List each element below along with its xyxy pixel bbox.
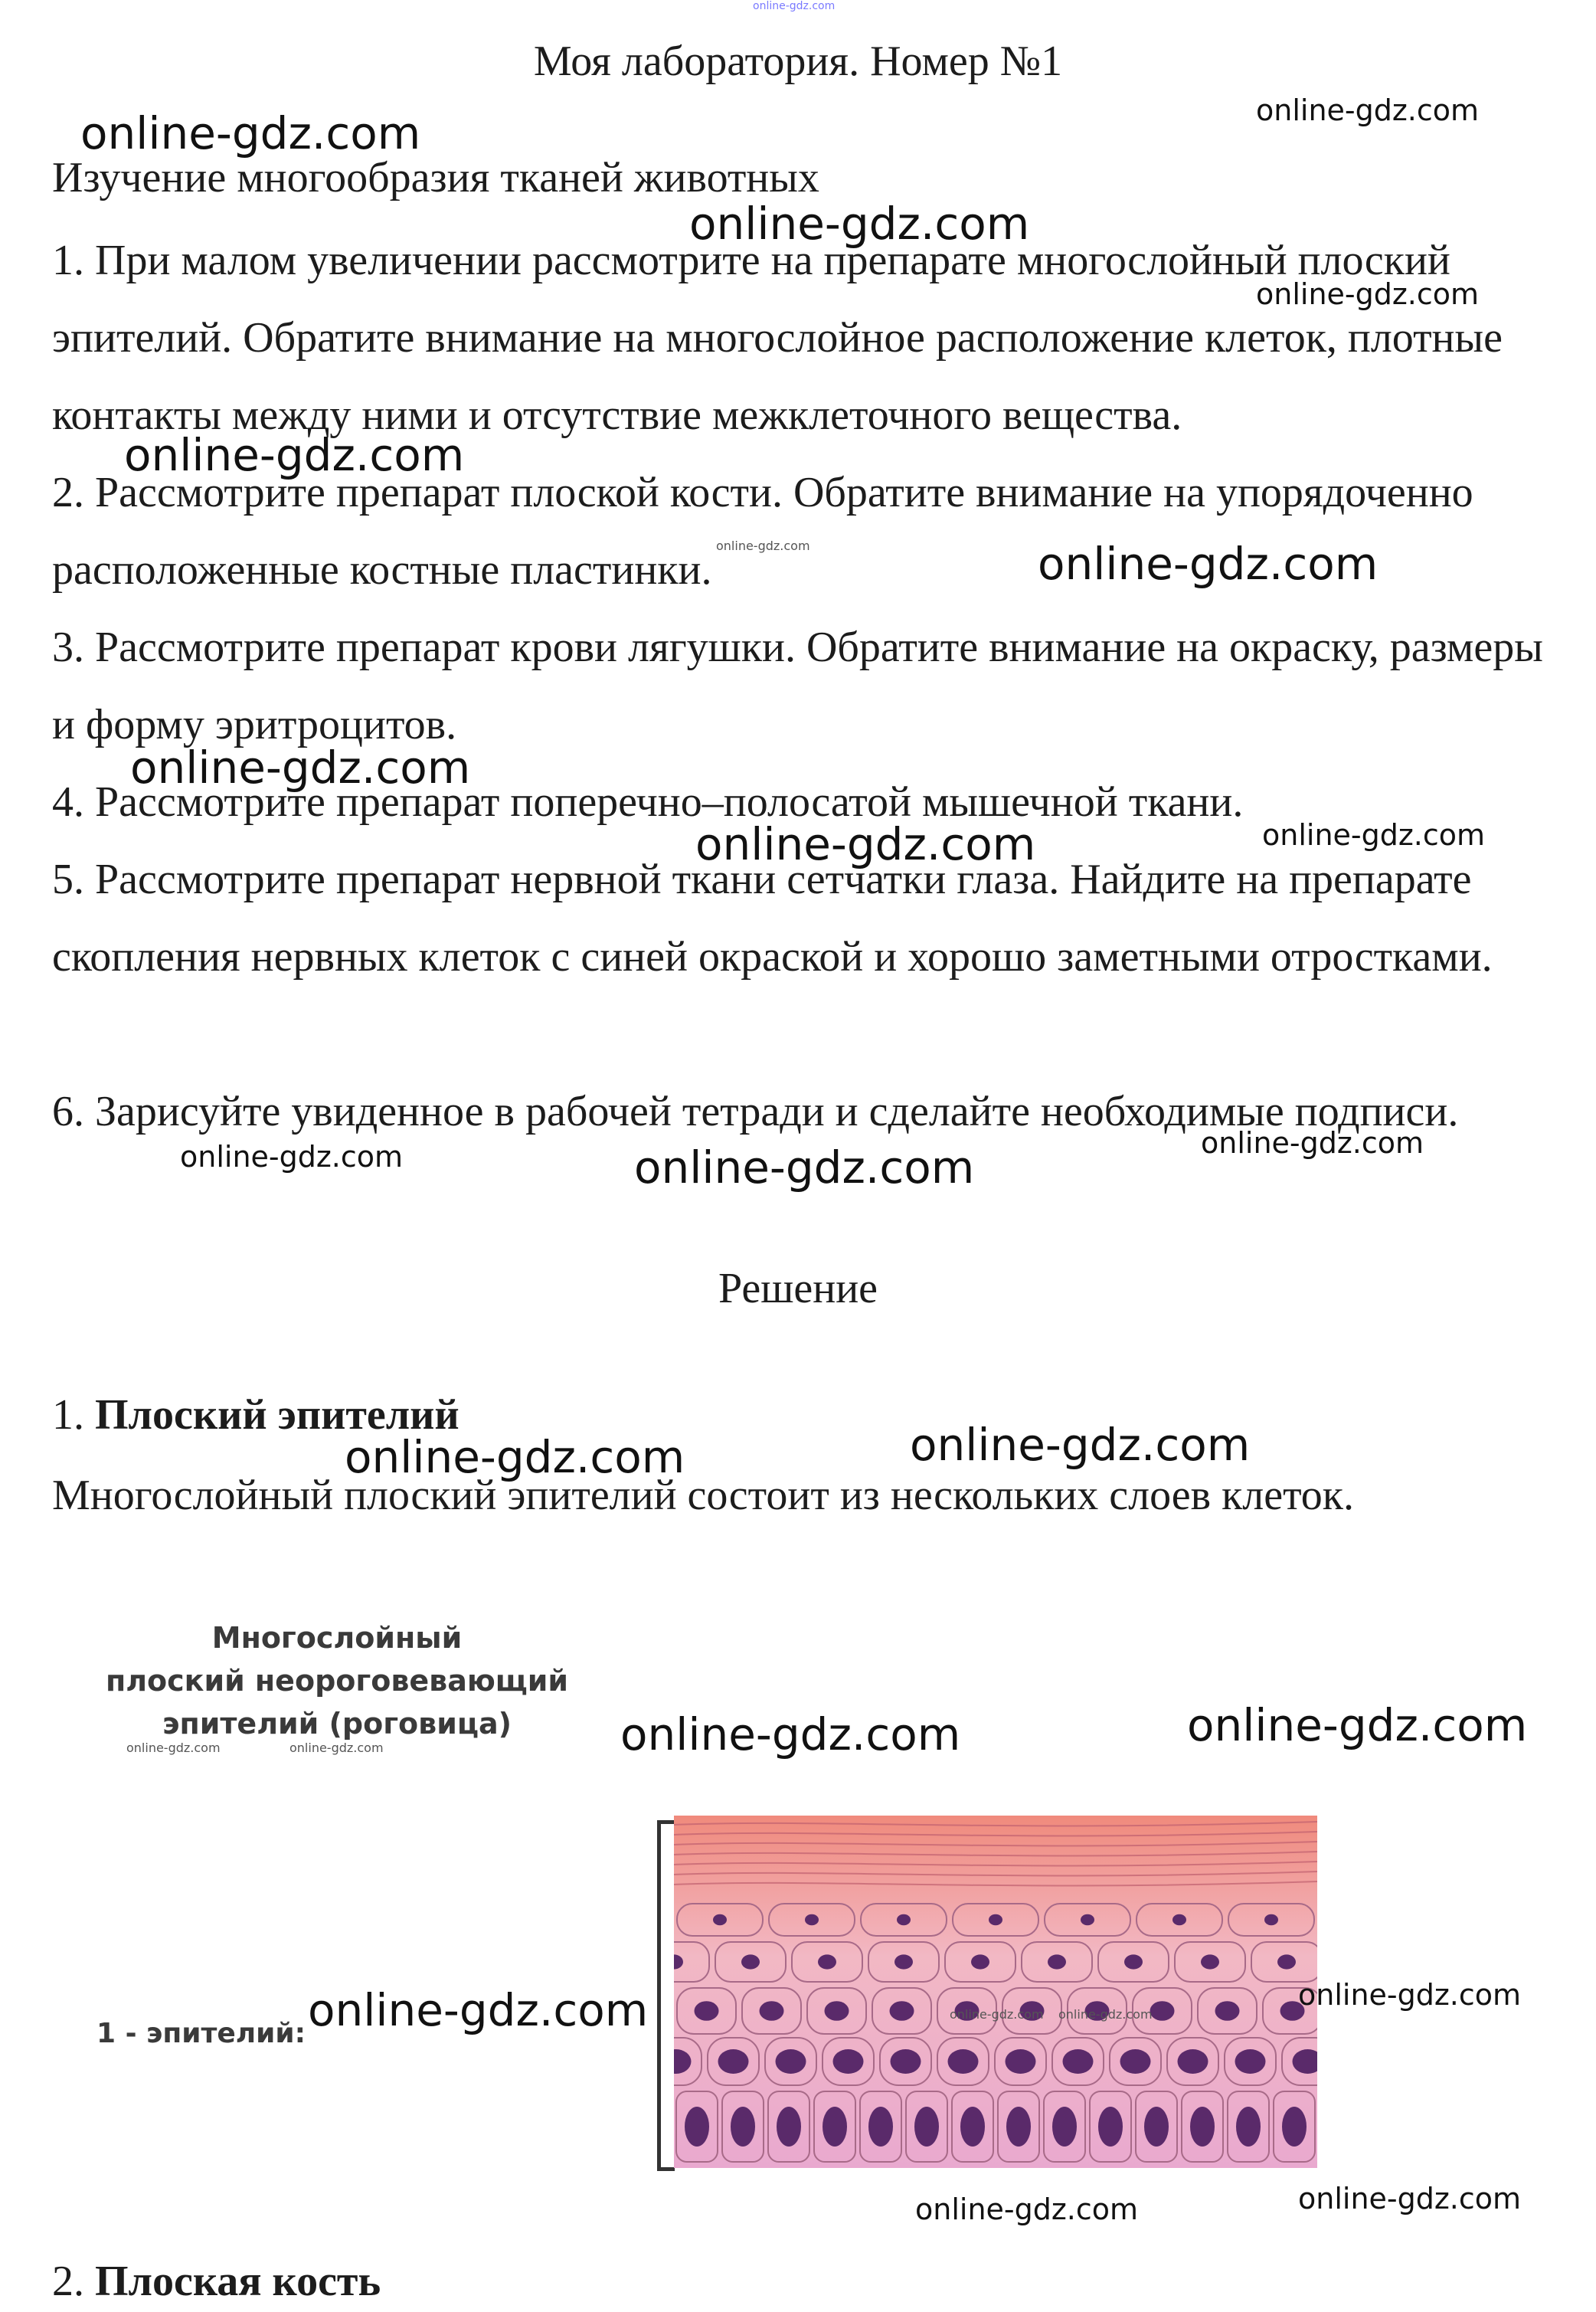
cell-nucleus [948, 2049, 979, 2074]
watermark: online-gdz.com [753, 0, 836, 12]
watermark: online-gdz.com [915, 2192, 1139, 2226]
section-1-title: Плоский эпителий [95, 1391, 460, 1439]
cell-nucleus [1178, 2049, 1208, 2074]
cell-nucleus [1006, 2107, 1031, 2147]
cell-nucleus [1201, 1954, 1219, 1969]
watermark: online-gdz.com [80, 107, 421, 159]
watermark: online-gdz.com [1201, 1126, 1424, 1160]
cell-nucleus [731, 2107, 755, 2147]
section-2-number: 2. [52, 2258, 84, 2305]
watermark: online-gdz.com [124, 429, 465, 481]
watermark: online-gdz.com [950, 2007, 1044, 2022]
task-1: 1. При малом увеличении рассмотрите на препарате многослойный плоский эпителий. Обратите внимание на многослойное расположение клеток, плотные контакты между ними и отсутствие межклеточного вещества. [52, 237, 1503, 439]
watermark: online-gdz.com [634, 1141, 975, 1194]
cell-nucleus [741, 1954, 760, 1969]
cell-nucleus [1215, 2001, 1240, 2021]
cell-nucleus [760, 2001, 784, 2021]
cell-nucleus [1063, 2049, 1094, 2074]
watermark: online-gdz.com [620, 1708, 961, 1760]
cell-nucleus [1098, 2107, 1123, 2147]
cell-nucleus [897, 1914, 911, 1925]
watermark: online-gdz.com [1262, 818, 1486, 852]
figure-caption [92, 1616, 582, 1745]
tissue-background [674, 1816, 1317, 2168]
figure-label: 1 - эпителий: [96, 2018, 306, 2049]
watermark: online-gdz.com [289, 1741, 384, 1755]
section-2-heading [52, 2257, 381, 2306]
solution-title: Решение [718, 1265, 878, 1312]
watermark: online-gdz.com [695, 818, 1036, 870]
section-1-number: 1. [52, 1391, 84, 1439]
page-title: Моя лаборатория. Номер №1 [533, 38, 1063, 85]
cell-nucleus [1124, 1954, 1143, 1969]
watermark: online-gdz.com [689, 198, 1030, 250]
cell-nucleus [868, 2107, 893, 2147]
cell-nucleus [823, 2107, 847, 2147]
cell-nucleus [805, 1914, 819, 1925]
cell-nucleus [1052, 2107, 1077, 2147]
task-6: 6. Зарисуйте увиденное в рабочей тетради и сделайте необходимые подписи. [52, 1088, 1459, 1135]
watermark: online-gdz.com [308, 1984, 649, 2036]
watermark: online-gdz.com [130, 742, 471, 794]
task-5: 5. Рассмотрите препарат нервной ткани сетчатки глаза. Найдите на препарате скопления нервных клеток с синей окраской и хорошо заметными отростками. [52, 856, 1493, 981]
section-2-title: Плоская кость [95, 2258, 381, 2305]
cell-nucleus [777, 2107, 801, 2147]
cell-nucleus [971, 1954, 989, 1969]
cell-nucleus [1150, 2001, 1175, 2021]
section-1-text: Многослойный плоский эпителий состоит из нескольких слоев клеток. [52, 1472, 1355, 1519]
cell-nucleus [1190, 2107, 1215, 2147]
cell-nucleus [713, 1914, 727, 1925]
figure-caption-line: плоский неороговевающий [105, 1664, 569, 1698]
cell-nucleus [1236, 2107, 1261, 2147]
cell-nucleus [989, 1914, 1002, 1925]
epithelium-illustration [674, 1816, 1317, 2168]
watermark: online-gdz.com [1187, 1699, 1528, 1751]
cell-nucleus [960, 2107, 985, 2147]
watermark: online-gdz.com [1298, 2182, 1522, 2215]
watermark: online-gdz.com [716, 539, 810, 553]
cell-nucleus [1172, 1914, 1186, 1925]
task-2: 2. Рассмотрите препарат плоской кости. Обратите внимание на упорядоченно расположенные костные пластинки. [52, 469, 1473, 594]
watermark: online-gdz.com [126, 1741, 221, 1755]
cell-nucleus [891, 2049, 921, 2074]
figure-bracket [657, 1820, 675, 2171]
watermark: online-gdz.com [180, 1140, 404, 1174]
watermark: online-gdz.com [1256, 93, 1480, 127]
cell-nucleus [914, 2107, 939, 2147]
figure-caption-line: эпителий (роговица) [162, 1707, 512, 1741]
task-3: 3. Рассмотрите препарат крови лягушки. Обратите внимание на окраску, размеры и форму эритроцитов. [52, 624, 1543, 748]
watermark: online-gdz.com [1256, 277, 1480, 311]
watermark: online-gdz.com [910, 1419, 1251, 1471]
cell-nucleus [685, 2107, 709, 2147]
cell-nucleus [1282, 2107, 1307, 2147]
cell-nucleus [1048, 1954, 1066, 1969]
cell-nucleus [833, 2049, 864, 2074]
watermark: online-gdz.com [1058, 2007, 1153, 2022]
cell-nucleus [1006, 2049, 1036, 2074]
cell-nucleus [825, 2001, 849, 2021]
watermark: online-gdz.com [1038, 538, 1379, 590]
cell-nucleus [818, 1954, 836, 1969]
cell-nucleus [695, 2001, 719, 2021]
cell-nucleus [1264, 1914, 1278, 1925]
cell-nucleus [1235, 2049, 1266, 2074]
watermark: online-gdz.com [345, 1431, 685, 1483]
page-subtitle: Изучение многообразия тканей животных [52, 154, 819, 201]
cell-nucleus [1277, 1954, 1296, 1969]
cell-nucleus [776, 2049, 806, 2074]
task-4: 4. Рассмотрите препарат поперечно–полосатой мышечной ткани. [52, 778, 1244, 826]
cell-nucleus [894, 1954, 913, 1969]
cell-nucleus [1081, 1914, 1094, 1925]
cell-nucleus [890, 2001, 914, 2021]
cell-nucleus [718, 2049, 749, 2074]
cell-nucleus [1144, 2107, 1169, 2147]
figure-caption-line: Многослойный [211, 1621, 463, 1655]
watermark: online-gdz.com [1298, 1978, 1522, 2012]
cell-nucleus [1120, 2049, 1151, 2074]
